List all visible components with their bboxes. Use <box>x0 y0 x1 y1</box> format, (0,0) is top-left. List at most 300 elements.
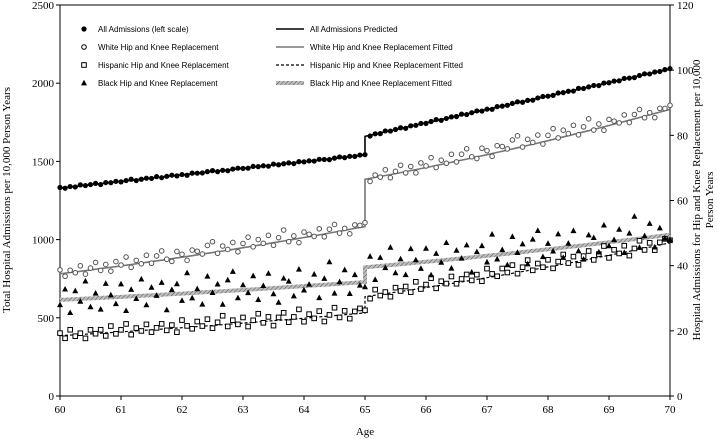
data-point <box>331 290 337 296</box>
data-point <box>87 304 93 310</box>
data-point <box>266 164 271 169</box>
data-point <box>241 315 246 320</box>
data-point <box>220 301 226 307</box>
data-point <box>103 262 108 267</box>
data-point <box>175 330 180 335</box>
data-point <box>480 146 485 151</box>
data-point <box>602 128 607 133</box>
data-point <box>525 137 530 142</box>
legend-entry <box>82 43 220 52</box>
data-point <box>129 332 134 337</box>
data-point <box>174 173 179 178</box>
data-point <box>383 128 388 133</box>
y-right-tick-label: 60 <box>677 195 688 208</box>
data-point <box>439 279 444 284</box>
data-point <box>495 143 500 148</box>
data-point <box>434 117 439 122</box>
data-point <box>434 286 439 291</box>
data-point <box>510 101 515 106</box>
data-point <box>586 232 592 238</box>
data-point <box>668 103 673 108</box>
data-point <box>144 322 149 327</box>
data-point <box>180 318 185 323</box>
data-point <box>170 323 175 328</box>
data-point <box>317 226 322 231</box>
data-point <box>82 278 88 284</box>
data-point <box>124 255 129 260</box>
data-point <box>149 330 154 335</box>
y-left-tick-label: 0 <box>48 391 54 403</box>
data-point <box>485 148 490 153</box>
data-point <box>469 110 474 115</box>
data-point <box>225 324 230 329</box>
data-point <box>581 125 586 130</box>
x-axis-label: Age <box>355 426 375 438</box>
data-point <box>540 254 546 260</box>
data-point <box>484 259 490 265</box>
data-point <box>403 126 408 131</box>
data-point <box>114 259 119 264</box>
legend-symbol <box>82 45 87 50</box>
data-point <box>83 336 88 341</box>
data-point <box>373 287 378 292</box>
data-point <box>230 268 236 274</box>
data-point <box>134 258 139 263</box>
data-point <box>612 247 617 252</box>
data-point <box>311 271 317 277</box>
data-point <box>205 243 210 248</box>
data-point <box>367 133 372 138</box>
data-point <box>119 328 124 333</box>
data-point <box>541 142 546 147</box>
data-point <box>98 268 103 273</box>
data-point <box>174 281 180 287</box>
data-point <box>591 83 596 88</box>
data-point <box>291 161 296 166</box>
data-point <box>139 177 144 182</box>
data-point <box>240 166 245 171</box>
data-point <box>647 71 652 76</box>
data-point <box>606 80 611 85</box>
y-right-tick-label: 40 <box>677 260 688 273</box>
y-right-tick-label: 0 <box>677 391 683 403</box>
data-point <box>449 114 454 119</box>
y-left-tick-label: 2000 <box>32 78 54 91</box>
data-point <box>601 80 606 85</box>
data-point <box>480 279 485 284</box>
data-point <box>139 329 144 334</box>
data-point <box>113 301 119 307</box>
data-point <box>154 174 159 179</box>
data-point <box>83 183 88 188</box>
data-point <box>388 294 393 299</box>
data-point <box>78 263 83 268</box>
data-point <box>250 273 256 279</box>
data-point <box>83 272 88 277</box>
data-point <box>570 227 576 233</box>
data-point <box>358 306 363 311</box>
data-point <box>459 277 464 282</box>
data-point <box>393 285 398 290</box>
data-point <box>327 313 332 318</box>
data-point <box>530 98 535 103</box>
data-point <box>576 133 581 138</box>
x-tick-label: 66 <box>420 404 432 416</box>
data-point <box>637 107 642 112</box>
data-point <box>98 327 103 332</box>
data-point <box>337 315 342 320</box>
data-point <box>626 230 632 236</box>
data-point <box>225 247 230 252</box>
data-point <box>474 108 479 113</box>
data-point <box>444 116 449 121</box>
data-point <box>347 290 353 296</box>
data-point <box>631 213 637 219</box>
data-point <box>332 156 337 161</box>
data-point <box>312 158 317 163</box>
data-point <box>58 331 63 336</box>
data-point <box>490 272 495 277</box>
x-tick-label: 67 <box>481 404 493 416</box>
data-point <box>195 249 200 254</box>
data-point <box>337 154 342 159</box>
data-point <box>170 259 175 264</box>
data-point <box>184 270 190 276</box>
data-point <box>657 225 663 231</box>
data-point <box>443 239 449 245</box>
data-point <box>73 334 78 339</box>
data-point <box>62 186 67 191</box>
data-point <box>499 247 505 253</box>
data-point <box>489 107 494 112</box>
data-point <box>93 181 98 186</box>
data-point <box>546 258 551 263</box>
data-point <box>617 121 622 126</box>
data-point <box>408 246 414 252</box>
data-point <box>129 265 134 270</box>
x-tick-label: 63 <box>237 404 249 416</box>
data-point <box>423 245 429 251</box>
data-point <box>200 252 205 257</box>
data-point <box>373 131 378 136</box>
legend-entry <box>82 61 230 70</box>
data-point <box>556 90 561 95</box>
data-point <box>504 262 510 268</box>
legend-label: All Admissions Predicted <box>310 25 398 34</box>
data-point <box>306 158 311 163</box>
data-point <box>159 322 164 327</box>
data-point <box>148 284 154 290</box>
data-point <box>352 154 357 159</box>
data-point <box>596 83 601 88</box>
data-point <box>154 254 159 259</box>
data-point <box>662 67 667 72</box>
data-point <box>292 234 297 239</box>
data-point <box>225 277 231 283</box>
data-point <box>565 240 571 246</box>
data-point <box>164 257 169 262</box>
data-point <box>119 263 124 268</box>
data-point <box>109 324 114 329</box>
data-point <box>454 160 459 165</box>
data-point <box>256 164 261 169</box>
data-point <box>327 227 332 232</box>
data-point <box>286 160 291 165</box>
data-point <box>93 260 98 265</box>
data-point <box>545 94 550 99</box>
data-point <box>515 271 520 276</box>
data-point <box>505 270 510 275</box>
data-point <box>256 311 261 316</box>
data-point <box>271 243 276 248</box>
data-point <box>393 127 398 132</box>
data-point <box>326 259 332 265</box>
data-point <box>93 331 98 336</box>
data-point <box>444 161 449 166</box>
data-point <box>58 268 63 273</box>
data-point <box>184 173 189 178</box>
data-point <box>424 164 429 169</box>
data-point <box>236 249 241 254</box>
legend-label: White Hip and Knee Replacement <box>98 43 219 52</box>
data-point <box>398 163 403 168</box>
data-point <box>57 185 62 190</box>
data-point <box>185 258 190 263</box>
x-tick-label: 60 <box>54 404 66 416</box>
data-point <box>611 79 616 84</box>
data-point <box>383 290 388 295</box>
legend-entry <box>276 61 463 70</box>
data-point <box>286 239 291 244</box>
data-point <box>489 231 495 237</box>
legend <box>81 25 463 88</box>
data-point <box>464 242 470 248</box>
data-point <box>103 280 109 286</box>
data-point <box>424 282 429 287</box>
data-point <box>586 84 591 89</box>
data-point <box>159 175 164 180</box>
data-point <box>571 123 576 128</box>
data-point <box>129 177 134 182</box>
x-tick-label: 70 <box>664 404 676 416</box>
data-point <box>541 265 546 270</box>
y-axis-right-label <box>691 59 716 340</box>
data-point <box>327 157 332 162</box>
data-point <box>200 324 205 329</box>
data-point <box>362 284 368 290</box>
data-point <box>622 76 627 81</box>
data-point <box>576 86 581 91</box>
data-point <box>215 320 220 325</box>
data-point <box>134 326 139 331</box>
data-point <box>403 171 408 176</box>
data-point <box>469 269 475 275</box>
data-point <box>545 240 551 246</box>
data-point <box>663 106 668 111</box>
data-point <box>510 138 515 143</box>
fitted-lines <box>60 69 670 336</box>
data-point <box>591 128 596 133</box>
data-point <box>255 296 261 302</box>
data-point <box>414 171 419 176</box>
data-point <box>353 309 358 314</box>
legend-entry <box>81 25 189 34</box>
y-axis-right-label-line: Person Years <box>704 171 716 229</box>
data-point <box>556 136 561 141</box>
data-point <box>195 319 200 324</box>
data-point <box>652 115 657 120</box>
data-point <box>190 326 195 331</box>
data-point <box>530 268 535 273</box>
data-point <box>647 110 652 115</box>
data-point <box>500 104 505 109</box>
data-point <box>428 272 434 278</box>
x-tick-label: 61 <box>115 404 127 416</box>
data-point <box>251 245 256 250</box>
data-point <box>199 301 205 307</box>
data-point <box>444 281 449 286</box>
data-point <box>448 265 454 271</box>
data-point <box>266 233 271 238</box>
data-point <box>73 270 78 275</box>
data-point <box>144 176 149 181</box>
data-point <box>500 144 505 149</box>
data-point <box>225 168 230 173</box>
data-point <box>98 182 103 187</box>
data-point <box>530 140 535 145</box>
data-point <box>388 128 393 133</box>
data-point <box>536 261 541 266</box>
data-point <box>281 275 287 281</box>
data-point <box>581 86 586 91</box>
data-point <box>469 278 474 283</box>
data-point <box>551 126 556 131</box>
data-point <box>367 253 373 259</box>
legend-label: Black Hip and Knee Replacement Fitted <box>310 79 452 88</box>
data-point <box>642 248 647 253</box>
data-point <box>260 282 266 288</box>
data-point <box>265 270 271 276</box>
data-point <box>342 267 348 273</box>
data-point <box>347 232 352 237</box>
data-point <box>398 256 404 262</box>
data-point <box>322 234 327 239</box>
y-right-tick-label: 120 <box>677 0 694 12</box>
data-point <box>317 309 322 314</box>
data-point <box>236 322 241 327</box>
data-point <box>342 155 347 160</box>
data-point <box>363 220 368 225</box>
data-point <box>179 297 185 303</box>
x-tick-label: 65 <box>359 404 371 416</box>
data-point <box>220 244 225 249</box>
data-point <box>322 319 327 324</box>
data-point <box>377 254 383 260</box>
data-point <box>637 238 642 243</box>
data-point <box>215 281 221 287</box>
data-point <box>475 272 480 277</box>
data-point <box>164 307 170 313</box>
data-point <box>601 222 607 228</box>
data-point <box>363 308 368 313</box>
y-left-tick-label: 1000 <box>32 234 54 247</box>
data-point <box>368 296 373 301</box>
data-point <box>419 161 424 166</box>
data-point <box>459 152 464 157</box>
data-point <box>149 261 154 266</box>
data-point <box>378 131 383 136</box>
data-point <box>362 152 367 157</box>
data-point <box>164 328 169 333</box>
data-point <box>93 290 99 296</box>
data-point <box>118 281 124 287</box>
data-point <box>520 265 525 270</box>
y-left-tick-label: 2500 <box>32 0 54 12</box>
data-point <box>378 293 383 298</box>
data-point <box>180 252 185 257</box>
x-tick-label: 64 <box>298 404 310 416</box>
data-point <box>413 123 418 128</box>
data-point <box>276 299 282 305</box>
legend-symbol <box>81 26 86 31</box>
data-point <box>261 163 266 168</box>
data-point <box>566 89 571 94</box>
data-point <box>240 282 246 288</box>
data-point <box>307 312 312 317</box>
data-point <box>575 248 581 254</box>
legend-label: Hispanic Hip and Knee Replacement Fitted <box>310 61 463 70</box>
data-point <box>235 295 241 301</box>
data-point <box>388 175 393 180</box>
data-point <box>387 244 393 250</box>
data-point <box>251 318 256 323</box>
data-point <box>611 237 617 243</box>
data-point <box>68 327 73 332</box>
data-point <box>495 104 500 109</box>
data-point <box>647 220 653 226</box>
data-point <box>561 90 566 95</box>
data-point <box>88 328 93 333</box>
data-point <box>449 274 454 279</box>
data-point <box>195 171 200 176</box>
data-point <box>261 241 266 246</box>
y-right-tick-label: 80 <box>677 130 688 143</box>
data-point <box>144 253 149 258</box>
data-point <box>143 302 149 308</box>
data-point <box>353 223 358 228</box>
data-point <box>459 112 464 117</box>
data-point <box>194 286 200 292</box>
data-point <box>434 165 439 170</box>
data-point <box>123 178 128 183</box>
data-point <box>373 173 378 178</box>
data-point <box>627 253 632 258</box>
data-point <box>372 276 378 282</box>
data-point <box>540 94 545 99</box>
data-point <box>220 313 225 318</box>
data-point <box>270 291 276 297</box>
data-point <box>108 180 113 185</box>
data-point <box>169 287 175 293</box>
data-point <box>419 287 424 292</box>
data-point <box>636 244 642 250</box>
data-point <box>509 233 515 239</box>
data-point <box>276 235 281 240</box>
data-point <box>571 254 576 259</box>
data-point <box>337 279 343 285</box>
data-point <box>500 266 505 271</box>
data-point <box>88 182 93 187</box>
